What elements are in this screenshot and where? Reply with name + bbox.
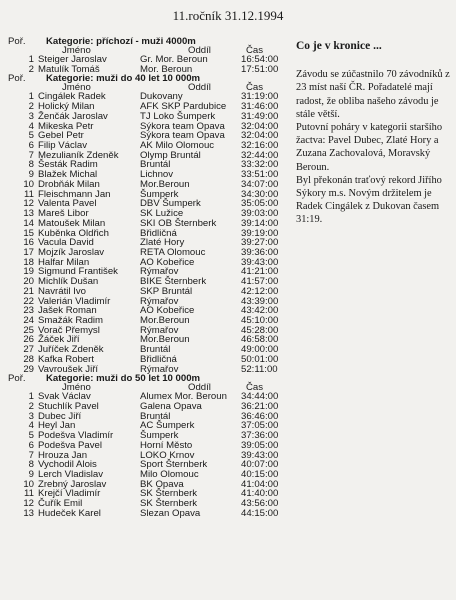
club-cell: Šumperk [140,430,179,442]
name-cell: Sigmund František [38,266,118,278]
rank-cell: 4 [28,420,34,432]
name-cell: Michlík Dušan [38,276,99,288]
club-cell: BK Opava [140,478,184,490]
time-cell: 41:21:00 [241,266,279,278]
rank-cell: 28 [23,353,34,365]
name-cell: Heyl Jan [38,420,76,432]
name-cell: Lerch Vladislav [38,469,104,481]
club-cell: Sýkora team Opava [140,120,225,132]
column-header-jmeno: Jméno [62,82,91,94]
rank-cell: 13 [23,507,34,519]
club-cell: Mor. Beroun [140,63,193,75]
name-cell: Mojzík Jaroslav [38,246,105,258]
club-cell: Alumex Mor. Beroun [140,391,227,403]
club-cell: Gr. Mor. Beroun [140,54,208,65]
rank-cell: 4 [28,120,34,132]
club-cell: Slezan Opava [140,507,201,519]
name-cell: Cingálek Radek [38,91,106,103]
name-cell: Zrebný Jaroslav [38,478,107,490]
time-cell: 41:57:00 [241,276,279,288]
club-cell: Horní Město [140,439,193,451]
time-cell: 16:54:00 [241,54,279,65]
column-header-poradi: Poř. [8,36,26,47]
club-cell: SK Šternberk [140,488,198,500]
column-header-oddil: Oddíl [188,382,211,394]
rank-cell: 22 [23,295,34,307]
time-cell: 43:56:00 [241,498,279,510]
club-cell: Rýmařov [140,266,179,278]
club-cell: BIKE Šternberk [140,276,207,288]
rank-cell: 2 [28,63,34,75]
name-cell: Valerián Vladimír [38,295,111,307]
rank-cell: 5 [28,130,34,142]
name-cell: Stuchlík Pavel [38,401,99,412]
time-cell: 17:51:00 [241,63,279,75]
club-cell: SKI OB Šternberk [140,217,217,229]
name-cell: Gebel Petr [38,130,84,142]
time-cell: 40:15:00 [241,469,279,481]
name-cell: Kafka Robert [38,353,94,365]
club-cell: SKP Bruntál [140,285,193,297]
rank-cell: 3 [28,110,34,122]
chronicle-heading: Co je v kronice ... [296,40,382,52]
name-cell: Valenta Pavel [38,198,97,210]
chronicle-box [296,40,454,227]
club-cell: Šumperk [140,188,179,200]
rank-cell: 27 [23,344,34,356]
name-cell: Smažák Radim [38,314,104,326]
category-title: Kategorie: příchozí - muži 4000m [46,36,196,47]
chronicle-paragraph: Závodu se zúčastnilo 70 závodníků z 23 míst naší ČR. Pořadatelé mají radost, že obliba našeho závodu je stále větší. [296,69,450,120]
time-cell: 36:46:00 [241,410,279,422]
club-cell: Mor.Beroun [140,314,190,326]
club-cell: SK Šternberk [140,498,198,510]
rank-cell: 10 [23,178,34,190]
rank-cell: 10 [23,478,34,490]
club-cell: Rýmařov [140,363,179,375]
time-cell: 39:19:00 [241,227,279,239]
name-cell: Svak Václav [38,391,91,403]
time-cell: 32:04:00 [241,130,279,142]
time-cell: 39:43:00 [241,449,279,461]
column-header-oddil: Oddíl [188,45,211,56]
name-cell: Mikeska Petr [38,120,94,132]
rank-cell: 14 [23,217,34,229]
rank-cell: 26 [23,334,34,346]
category-title: Kategorie: muži do 40 let 10 000m [46,73,201,85]
club-cell: AO Kobeřice [140,305,195,317]
club-cell: Lichnov [140,169,174,181]
name-cell: Juříček Zdeněk [38,344,104,356]
rank-cell: 1 [28,91,34,103]
time-cell: 49:00:00 [241,344,279,356]
name-cell: Filip Václav [38,140,88,152]
rank-cell: 29 [23,363,34,375]
rank-cell: 25 [23,324,34,336]
name-cell: Halfar Milan [38,256,90,268]
rank-cell: 11 [24,188,34,200]
rank-cell: 24 [23,314,34,326]
rank-cell: 8 [28,459,34,471]
time-cell: 35:05:00 [241,198,279,210]
rank-cell: 7 [28,449,34,461]
name-cell: Holický Milan [38,101,95,113]
table-row [8,509,304,519]
time-cell: 31:46:00 [241,101,279,113]
name-cell: Ženčák Jaroslav [38,110,108,122]
rank-cell: 13 [23,208,34,220]
time-cell: 31:19:00 [241,91,279,103]
time-cell: 43:42:00 [241,305,279,317]
rank-cell: 12 [23,198,34,210]
column-header-cas: Čas [246,45,264,56]
time-cell: 39:03:00 [241,208,279,220]
chronicle-paragraph: Putovní poháry v kategorii staršího žactva: Pavel Dubec, Zlaté Hory a Zuzana Zachovalová, Moravský Beroun. [296,122,443,173]
name-cell: Kuběnka Oldřich [38,227,109,239]
time-cell: 31:49:00 [241,110,279,122]
time-cell: 42:12:00 [241,285,279,297]
category-title: Kategorie: muži do 50 let 10 000m [46,373,201,385]
rank-cell: 15 [23,227,34,239]
rank-cell: 9 [28,469,34,481]
time-cell: 39:43:00 [241,256,279,268]
club-cell: Zlaté Hory [140,237,185,249]
rank-cell: 6 [28,439,34,451]
name-cell: Vychodil Alois [38,459,97,471]
club-cell: Bruntál [140,410,171,422]
name-cell: Čuřík Emil [38,498,83,510]
rank-cell: 3 [28,410,34,422]
time-cell: 34:07:00 [241,178,279,190]
time-cell: 52:11:00 [241,363,278,375]
column-header-jmeno: Jméno [62,45,91,56]
column-header-poradi: Poř. [8,73,26,85]
club-cell: RETA Olomouc [140,246,206,258]
club-cell: Sport Šternberk [140,459,208,471]
time-cell: 32:44:00 [241,149,279,161]
club-cell: Mor.Beroun [140,178,190,190]
rank-cell: 12 [23,498,34,510]
time-cell: 32:04:00 [241,120,279,132]
rank-cell: 17 [23,246,34,258]
name-cell: Jašek Roman [38,305,97,317]
club-cell: Břidličná [140,353,177,365]
name-cell: Navrátil Ivo [38,285,86,297]
page-title: 11.ročník 31.12.1994 [172,8,284,23]
column-header-cas: Čas [246,382,264,394]
rank-cell: 16 [23,237,34,249]
club-cell: AK Milo Olomouc [140,140,215,152]
time-cell: 34:44:00 [241,391,279,403]
club-cell: AC Šumperk [140,420,195,432]
club-cell: AFK SKP Pardubice [140,101,227,113]
time-cell: 43:39:00 [241,295,279,307]
rank-cell: 5 [28,430,34,442]
rank-cell: 20 [23,276,34,288]
rank-cell: 6 [28,140,34,152]
time-cell: 39:36:00 [241,246,279,258]
rank-cell: 9 [28,169,34,181]
results-table [8,37,304,519]
time-cell: 50:01:00 [241,353,279,365]
rank-cell: 11 [24,488,34,500]
rank-cell: 2 [28,101,34,113]
name-cell: Podešva Pavel [38,439,102,451]
time-cell: 44:15:00 [241,507,279,519]
rank-cell: 1 [28,54,34,65]
club-cell: Sýkora team Opava [140,130,225,142]
chronicle-paragraph: Byl překonán traťový rekord Jiřího Sýkory m.s. Novým držitelem je Radek Cingálek z Dukovan časem 31:19. [296,174,442,226]
name-cell: Hudeček Karel [38,507,101,519]
time-cell: 36:21:00 [241,401,279,412]
club-cell: Mor.Beroun [140,334,190,346]
name-cell: Dubec Jiří [38,410,82,422]
time-cell: 37:05:00 [241,420,279,432]
name-cell: Hrouza Jan [38,449,88,461]
name-cell: Vorač Přemysl [38,324,100,336]
rank-cell: 7 [28,149,34,161]
rank-cell: 23 [23,305,34,317]
club-cell: Rýmařov [140,324,179,336]
time-cell: 33:32:00 [241,159,279,171]
rank-cell: 2 [28,401,34,412]
time-cell: 40:07:00 [241,459,279,471]
club-cell: AO Kobeřice [140,256,195,268]
club-cell: Olymp Bruntál [140,149,201,161]
name-cell: Podešva Vladimír [38,430,114,442]
rank-cell: 21 [23,285,34,297]
club-cell: Rýmařov [140,295,179,307]
column-header-poradi: Poř. [8,373,26,385]
rank-cell: 1 [28,391,34,403]
name-cell: Krejčí Vladimír [38,488,101,500]
name-cell: Drobňák Milan [38,178,100,190]
time-cell: 39:27:00 [241,237,279,249]
column-header-jmeno: Jméno [62,382,91,394]
club-cell: Bruntál [140,159,171,171]
time-cell: 39:14:00 [241,217,279,229]
rank-cell: 8 [28,159,34,171]
club-cell: SK Lužice [140,208,184,220]
club-cell: Dukovany [140,91,183,103]
time-cell: 32:16:00 [241,140,279,152]
name-cell: Blažek Michal [38,169,98,181]
club-cell: Břidličná [140,227,177,239]
time-cell: 34:30:00 [241,188,279,200]
time-cell: 39:05:00 [241,439,279,451]
name-cell: Matulík Tomáš [38,63,100,75]
column-header-cas: Čas [246,82,264,94]
name-cell: Mareš Libor [38,208,89,220]
time-cell: 41:40:00 [241,488,279,500]
rank-cell: 18 [23,256,34,268]
time-cell: 33:51:00 [241,169,279,181]
name-cell: Fleischmann Jan [38,188,111,200]
club-cell: Galena Opava [140,401,202,412]
time-cell: 46:58:00 [241,334,279,346]
rank-cell: 19 [23,266,34,278]
name-cell: Matoušek Milan [38,217,106,229]
club-cell: Milo Olomouc [140,469,199,481]
name-cell: Vacula David [38,237,94,249]
name-cell: Mezulianík Zdeněk [38,149,119,161]
name-cell: Žáček Jiří [38,334,80,346]
column-header-oddil: Oddíl [188,82,211,94]
name-cell: Šesták Radim [38,159,98,171]
name-cell: Steiger Jaroslav [38,54,107,65]
name-cell: Vavroušek Jiří [38,363,99,375]
club-cell: Bruntál [140,344,171,356]
club-cell: DBV Šumperk [140,198,201,210]
club-cell: TJ Loko Šumperk [140,110,216,122]
time-cell: 37:36:00 [241,430,279,442]
time-cell: 45:28:00 [241,324,279,336]
club-cell: LOKO Krnov [140,449,195,461]
time-cell: 45:10:00 [241,314,279,326]
time-cell: 41:04:00 [241,478,279,490]
